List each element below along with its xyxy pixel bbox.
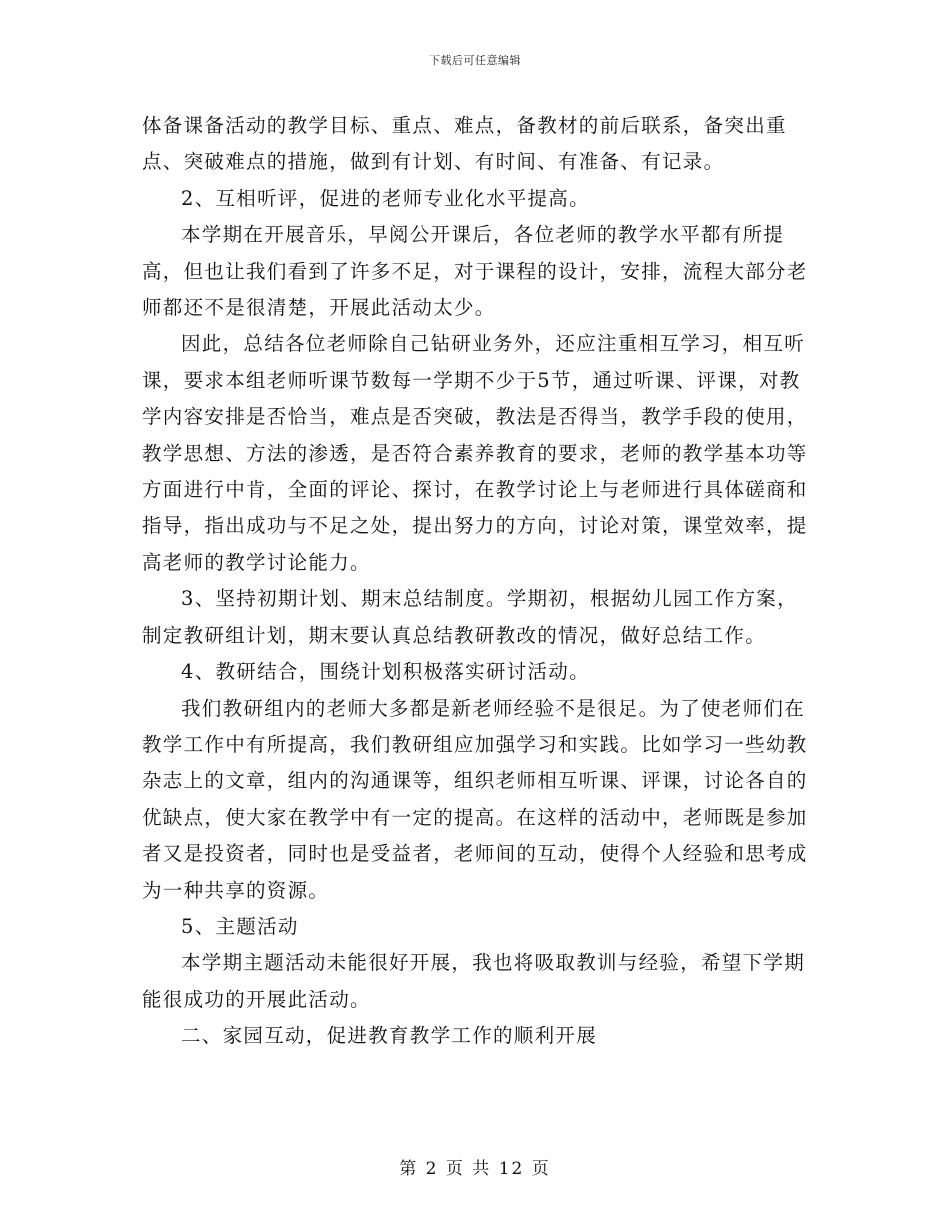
paragraph-6: 我们教研组内的老师大多都是新老师经验不是很足。为了使老师们在教学工作中有所提高，我们教研组应加强学习和实践。比如学习一些幼教杂志上的文章，组内的沟通课等，组织老师相互听课、评课，讨论各自的优缺点，使大家在教学中有一定的提高。在这样的活动中，老师既是参加者又是投资者，同时也是受益者，老师间的互动，使得个人经验和思考成为一种共享的资源。	[142, 696, 808, 902]
paragraph-8: 本学期主题活动未能很好开展，我也将吸取教训与经验，希望下学期能很成功的开展此活动。	[142, 951, 806, 1011]
document-body	[142, 108, 808, 1055]
page-header-note: 下载后可任意编辑	[429, 54, 521, 67]
paragraph-5: 4、教研结合，围绕计划积极落实研讨活动。	[181, 660, 590, 684]
paragraph-9: 二、家园互动，促进教育教学工作的顺利开展	[181, 1024, 598, 1048]
paragraph-4: 3、坚持初期计划、期末总结制度。学期初，根据幼儿园工作方案，制定教研组计划，期末要认真总结教研教改的情况，做好总结工作。	[142, 587, 798, 647]
paragraph-0: 体备课备活动的教学目标、重点、难点，备教材的前后联系，备突出重点、突破难点的措施，做到有计划、有时间、有准备、有记录。	[142, 114, 787, 174]
page-number: 第 2 页 共 12 页	[399, 1159, 551, 1179]
paragraph-3: 因此，总结各位老师除自己钻研业务外，还应注重相互学习，相互听课，要求本组老师听课节数每一学期不少于5节，通过听课、评课，对教学内容安排是否恰当，难点是否突破，教法是否得当，教学手段的使用，教学思想、方法的渗透，是否符合素养教育的要求，老师的教学基本功等方面进行中肯，全面的评论、探讨，在教学讨论上与老师进行具体磋商和指导，指出成功与不足之处，提出努力的方向，讨论对策，课堂效率，提高老师的教学讨论能力。	[142, 332, 808, 574]
paragraph-2: 本学期在开展音乐，早阅公开课后，各位老师的教学水平都有所提高，但也让我们看到了许多不足，对于课程的设计，安排，流程大部分老师都还不是很清楚，开展此活动太少。	[142, 223, 808, 320]
paragraph-7: 5、主题活动	[181, 914, 299, 938]
paragraph-1: 2、互相听评，促进的老师专业化水平提高。	[181, 186, 590, 210]
